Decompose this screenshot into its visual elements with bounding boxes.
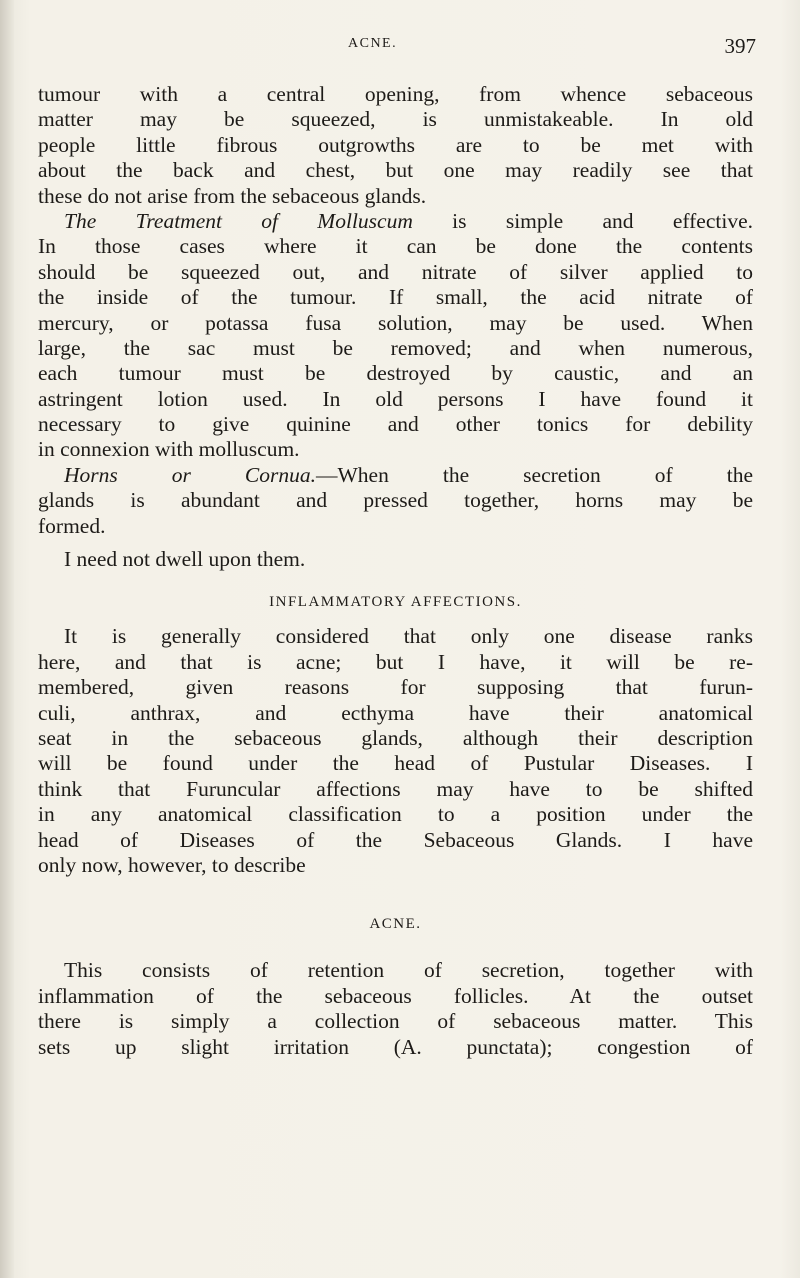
text-line: culi, anthrax, and ecthyma have their anatomical	[38, 700, 753, 725]
running-title: ACNE.	[348, 36, 398, 51]
text-line: astringent lotion used. In old persons I have found it	[38, 386, 753, 411]
paragraph-molluscum-treatment	[38, 209, 753, 463]
text-line: mercury, or potassa fusa solution, may be used. When	[38, 310, 753, 335]
text-line: in any anatomical classification to a position under the	[38, 802, 753, 827]
text-line: membered, given reasons for supposing that furun-	[38, 675, 753, 700]
text-line: people little fibrous outgrowths are to be met with	[38, 132, 753, 157]
text-line: large, the sac must be removed; and when numerous,	[38, 335, 753, 360]
text-line: head of Diseases of the Sebaceous Glands. I have	[38, 827, 753, 852]
paragraph-closing	[38, 547, 753, 572]
text-line	[38, 463, 753, 488]
paragraph-horns	[38, 463, 753, 539]
line-text: is simple and effective.	[412, 208, 753, 233]
text-line: matter may be squeezed, is unmistakeable. In old	[38, 107, 753, 132]
text-line: should be squeezed out, and nitrate of silver applied to	[38, 259, 753, 284]
paragraph-inflammatory	[38, 624, 753, 878]
text-line: inflammation of the sebaceous follicles. At the outset	[38, 983, 753, 1008]
paragraph-molluscum-description	[38, 82, 753, 209]
text-line: In those cases where it can be done the contents	[38, 234, 753, 259]
text-line: necessary to give quinine and other tonics for debility	[38, 412, 753, 437]
section-heading-acne: ACNE.	[369, 916, 422, 933]
text-line: think that Furuncular affections may have to be shifted	[38, 776, 753, 801]
text-line: seat in the sebaceous glands, although their description	[38, 725, 753, 750]
text-line: only now, however, to describe	[38, 852, 306, 877]
text-line: these do not arise from the sebaceous glands.	[38, 183, 427, 208]
text-line: there is simply a collection of sebaceous matter. This	[38, 1009, 753, 1034]
text-line	[38, 209, 753, 234]
line-text: —When the secretion of the	[316, 462, 753, 487]
text-line: the inside of the tumour. If small, the acid nitrate of	[38, 285, 753, 310]
text-line: each tumour must be destroyed by caustic, and an	[38, 361, 753, 386]
page-number: 397	[724, 34, 756, 58]
text-line: about the back and chest, but one may readily see that	[38, 158, 753, 183]
text-line: sets up slight irritation (A. punctata); congestion of	[38, 1034, 753, 1059]
run-in-heading: Horns or Cornua.	[64, 462, 317, 487]
text-line: It is generally considered that only one disease ranks	[64, 624, 753, 649]
paragraph-acne	[38, 958, 753, 1060]
text-line: here, and that is acne; but I have, it will be re-	[38, 649, 753, 674]
text-line: tumour with a central opening, from whence sebaceous	[38, 82, 753, 106]
text-line: glands is abundant and pressed together, horns may be	[38, 488, 753, 513]
text-line: formed.	[38, 513, 106, 538]
body-text	[38, 82, 753, 1060]
paragraph-gap	[38, 539, 753, 547]
binding-gutter	[0, 0, 14, 1278]
run-in-heading: The Treatment of Molluscum	[64, 208, 413, 233]
text-line: This consists of retention of secretion, together with	[64, 958, 753, 983]
text-line: I need not dwell upon them.	[64, 547, 306, 572]
text-line: in connexion with molluscum.	[38, 437, 300, 462]
page-header	[0, 36, 800, 66]
section-heading-inflammatory: INFLAMMATORY AFFECTIONS.	[269, 594, 522, 611]
text-line: will be found under the head of Pustular Diseases. I	[38, 751, 753, 776]
